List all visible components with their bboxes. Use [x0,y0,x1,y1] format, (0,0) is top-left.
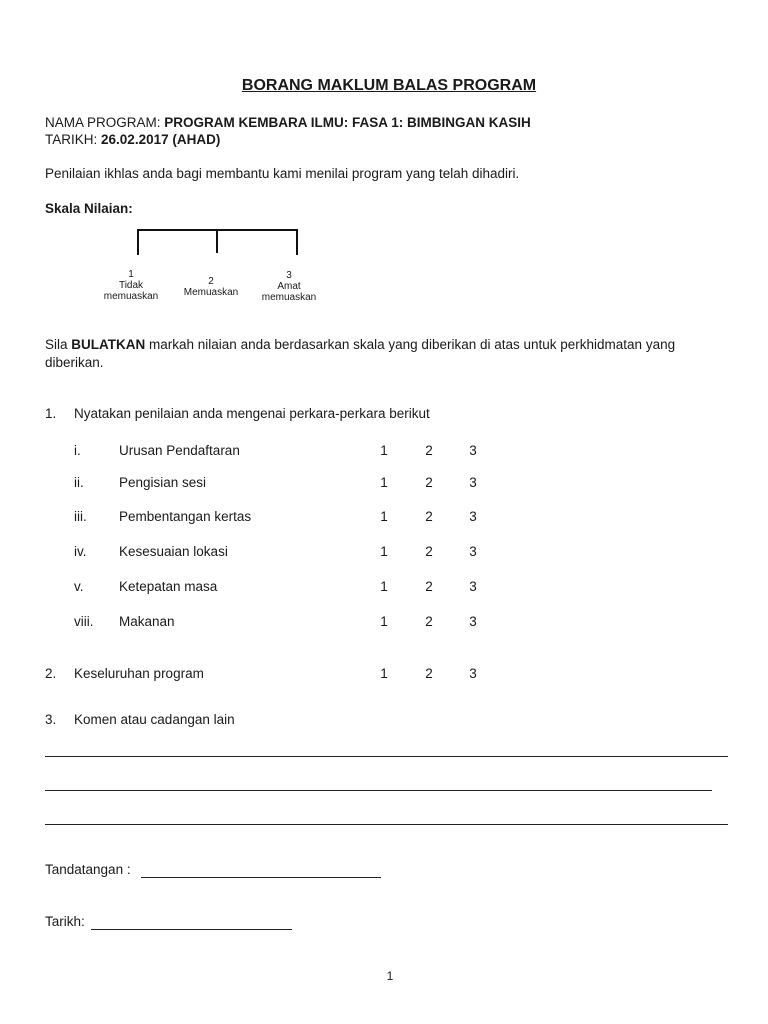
scale-text-3a: Amat [277,281,301,292]
intro-text: Penilaian ikhlas anda bagi membantu kami menilai program yang telah dihadiri. [45,166,520,181]
date-value: 26.02.2017 (AHAD) [101,132,221,147]
item-label: Pembentangan kertas [119,509,252,524]
question-2-num: 2. [45,666,57,681]
item-label: Makanan [119,614,175,629]
item-label: Urusan Pendaftaran [119,443,240,458]
date-field-line[interactable] [91,929,292,930]
rating-3[interactable]: 3 [469,666,477,681]
item-num: ii. [74,475,84,490]
rating-1[interactable]: 1 [380,544,388,559]
program-label: NAMA PROGRAM: [45,115,161,130]
comment-line-1[interactable] [45,756,728,757]
rating-3[interactable]: 3 [469,544,477,559]
date-line [45,132,220,147]
signature-label: Tandatangan : [45,862,131,877]
item-num: viii. [74,614,94,629]
date-field-label: Tarikh: [45,914,85,929]
scale-num-3: 3 [286,270,292,281]
rating-1[interactable]: 1 [380,509,388,524]
scale-num-2: 2 [208,276,214,287]
signature-line[interactable] [141,877,381,878]
item-label: Pengisian sesi [119,475,207,490]
item-num: iii. [74,509,87,524]
item-num: i. [74,443,81,458]
instruction-emphasis: BULATKAN [71,337,146,352]
item-num: v. [74,579,84,594]
rating-3[interactable]: 3 [469,579,477,594]
scale-item-2 [174,276,248,298]
form-title: BORANG MAKLUM BALAS PROGRAM [241,77,537,94]
item-label: Ketepatan masa [119,579,218,594]
rating-1[interactable]: 1 [380,443,388,458]
scale-text-2a: Memuaskan [183,287,239,298]
question-1-num: 1. [45,406,57,421]
scale-text-1a: Tidak [118,280,144,291]
question-1-text: Nyatakan penilaian anda mengenai perkara-perkara berikut [74,406,430,421]
question-3-text: Komen atau cadangan lain [74,712,235,727]
date-label: TARIKH: [45,132,98,147]
question-3-num: 3. [45,712,57,727]
question-2-text: Keseluruhan program [74,666,204,681]
rating-2[interactable]: 2 [425,475,433,490]
scale-num-1: 1 [128,269,134,280]
rating-2[interactable]: 2 [425,509,433,524]
item-label: Kesesuaian lokasi [119,544,228,559]
rating-1[interactable]: 1 [380,579,388,594]
rating-2[interactable]: 2 [425,443,433,458]
rating-1[interactable]: 1 [380,614,388,629]
item-num: iv. [74,544,87,559]
comment-line-3[interactable] [45,824,728,825]
rating-3[interactable]: 3 [469,614,477,629]
scale-text-1b: memuaskan [103,291,159,302]
rating-3[interactable]: 3 [469,475,477,490]
rating-2[interactable]: 2 [425,614,433,629]
rating-2[interactable]: 2 [425,544,433,559]
rating-2[interactable]: 2 [425,666,433,681]
program-name-line [45,115,531,130]
scale-item-3 [253,270,325,303]
scale-heading: Skala Nilaian: [45,201,133,216]
comment-line-2[interactable] [45,790,712,791]
rating-3[interactable]: 3 [469,509,477,524]
rating-1[interactable]: 1 [380,666,388,681]
page-number: 1 [386,969,394,983]
instruction-text-2: diberikan. [45,355,104,370]
rating-2[interactable]: 2 [425,579,433,594]
scale-text-3b: memuaskan [261,292,317,303]
rating-1[interactable]: 1 [380,475,388,490]
instruction-text: Sila BULATKAN markah nilaian anda berdasarkan skala yang diberikan di atas untuk perkhidmatan yang [45,337,676,352]
rating-3[interactable]: 3 [469,443,477,458]
scale-divider [216,229,218,253]
program-value: PROGRAM KEMBARA ILMU: FASA 1: BIMBINGAN KASIH [164,115,531,130]
scale-item-1 [95,269,167,302]
